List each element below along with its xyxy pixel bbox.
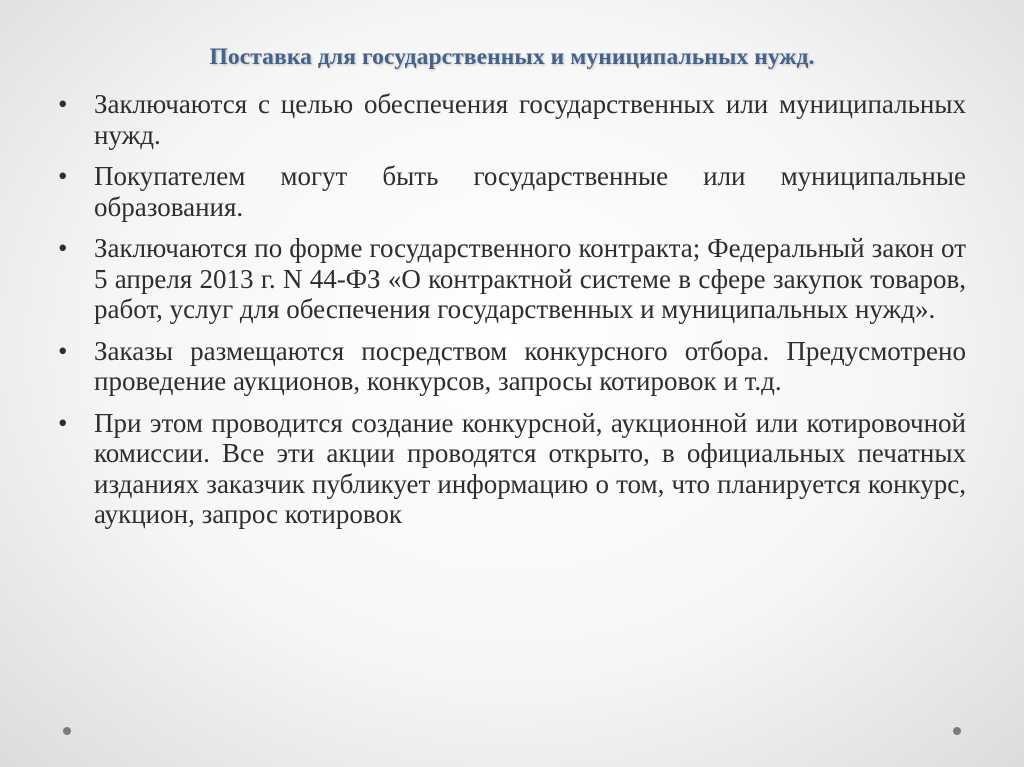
bullet-marker: • [58, 89, 68, 119]
bullet-marker: • [58, 161, 68, 191]
bullet-text: Заключаются по форме государственного контракта; Федеральный закон от 5 апреля 2013 г. N 44-ФЗ «О контрактной системе в сфере закупок товаров, работ, услуг для обеспечения государственных и муниципальных нужд». [94, 233, 966, 324]
bullet-item [52, 408, 966, 530]
bullet-marker: • [58, 335, 68, 366]
bullet-item [52, 233, 966, 325]
bullet-text: При этом проводится создание конкурсной, аукционной или котировочной комиссии. Все эти акции проводятся открыто, в официальных печатных изданиях заказчик публикует информацию о том, что планируется конкурс, аукцион, запрос котировок [94, 407, 966, 529]
decorative-dot-right [953, 727, 961, 735]
bullet-text: Заказы размещаются посредством конкурсного отбора. Предусмотрено проведение аукционов, конкурсов, запросы котировок и т.д. [94, 335, 966, 396]
bullet-text: Покупателем могут быть государственные или муниципальные образования. [94, 161, 966, 222]
decorative-dot-left [63, 727, 71, 735]
bullet-item [52, 161, 966, 222]
bullet-list [52, 89, 966, 541]
bullet-marker: • [58, 407, 68, 438]
slide-title: Поставка для государственных и муниципальных нужд. [209, 44, 815, 70]
bullet-item [52, 89, 966, 150]
bullet-marker: • [58, 233, 68, 263]
bullet-item [52, 336, 966, 397]
bullet-text: Заключаются с целью обеспечения государственных или муниципальных нужд. [94, 89, 966, 150]
